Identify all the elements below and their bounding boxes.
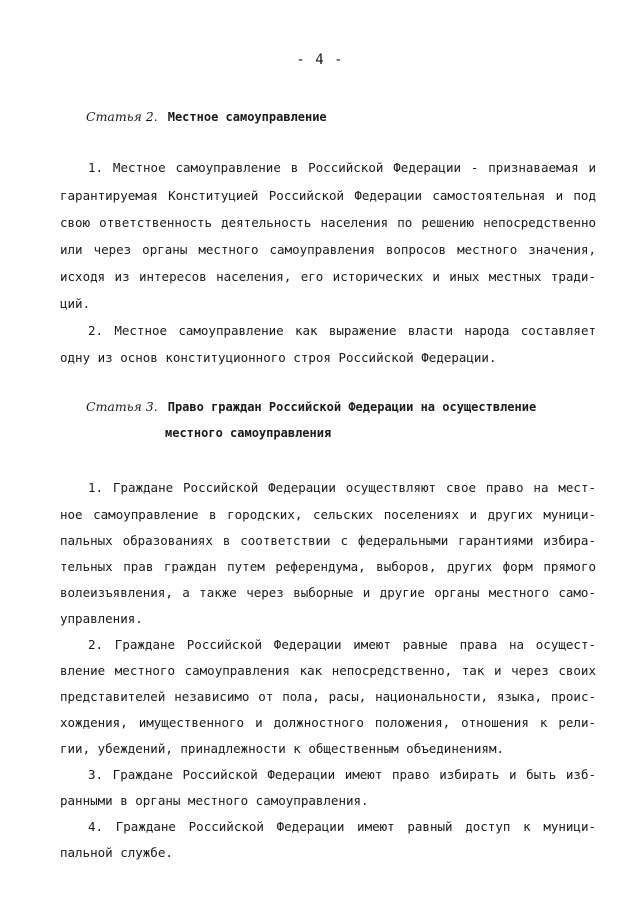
a3-p4-line-1: 4. Граждане Российской Федерации имеют равный доступ к муници- xyxy=(88,819,596,834)
article-3-label: Статья 3. xyxy=(86,399,158,414)
a3-p2-line-4: хождения, имущественного и должностного положения, отношения к рели- xyxy=(60,715,596,730)
a3-p1-line-3: пальных образованиях в соответствии с федеральными гарантиями избира- xyxy=(60,533,596,548)
article-2-label: Статья 2. xyxy=(86,109,158,124)
a3-p1-line-4: тельных прав граждан путем референдума, выборов, других форм прямого xyxy=(60,559,596,574)
a2-p2-line-1: 2. Местное самоуправление как выражение власти народа составляет xyxy=(88,323,596,338)
a3-p1-line-1: 1. Граждане Российской Федерации осуществляют свое право на мест- xyxy=(88,480,596,495)
a2-p1-line-6: ций. xyxy=(60,296,91,311)
a3-p3-line-1: 3. Граждане Российской Федерации имеют право избирать и быть изб- xyxy=(88,767,596,782)
a3-p1-line-6: управления. xyxy=(60,611,143,626)
a3-p3-line-2: ранными в органы местного самоуправления. xyxy=(60,793,369,808)
a3-p1-line-2: ное самоуправление в городских, сельских поселениях и других муници- xyxy=(60,507,596,522)
article-3-heading xyxy=(86,394,536,446)
a2-p1-line-4: или через органы местного самоуправления вопросов местного значения, xyxy=(60,242,596,257)
a3-p2-line-1: 2. Граждане Российской Федерации имеют равные права на осущест- xyxy=(88,637,596,652)
a3-p2-line-2: вление местного самоуправления как непосредственно, так и через своих xyxy=(60,663,596,678)
article-3-title-line-1: Право граждан Российской Федерации на осуществление xyxy=(167,400,537,414)
page-number: - 4 - xyxy=(296,52,344,68)
a3-p4-line-2: пальной службе. xyxy=(60,845,173,860)
a2-p1-line-5: исходя из интересов населения, его исторических и иных местных тради- xyxy=(60,269,596,284)
article-3-title-line-2: местного самоуправления xyxy=(165,426,332,440)
a3-p2-line-3: представителей независимо от пола, расы, национальности, языка, проис- xyxy=(60,689,596,704)
article-2-heading xyxy=(86,104,327,130)
a3-p1-line-5: волеизъявления, а также через выборные и другие органы местного само- xyxy=(60,585,596,600)
a2-p2-line-2: одну из основ конституционного строя Российской Федерации. xyxy=(60,350,497,365)
a3-p2-line-5: гии, убеждений, принадлежности к общественным объединениям. xyxy=(60,741,505,756)
a2-p1-line-1: 1. Местное самоуправление в Российской Федерации - признаваемая и xyxy=(88,160,596,175)
a2-p1-line-2: гарантируемая Конституцией Российской Федерации самостоятельная и под xyxy=(60,188,596,203)
a2-p1-line-3: свою ответственность деятельность населения по решению непосредственно xyxy=(60,215,596,230)
article-2-title: Местное самоуправление xyxy=(167,110,327,124)
